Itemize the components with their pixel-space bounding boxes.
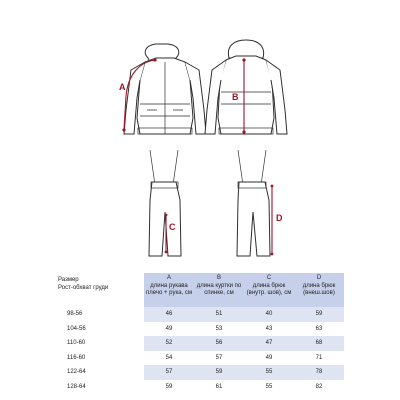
value-cell-b: 57	[194, 351, 244, 366]
measure-line-d	[271, 185, 274, 256]
value-cell-c: 55	[244, 365, 294, 380]
column-header-a	[144, 273, 194, 307]
column-letter: B	[216, 275, 221, 281]
marker-b-label: B	[232, 92, 239, 102]
value-cell-a: 46	[144, 307, 194, 322]
value-cell-d: 71	[294, 351, 344, 366]
value-cell-c: 43	[244, 322, 294, 337]
column-label-line: (внутр. шов), см	[246, 290, 292, 296]
size-column-header	[55, 273, 144, 307]
column-label-line: плечо + рука, см	[145, 290, 192, 296]
size-cell: 98-56	[67, 311, 83, 318]
value-cell-d: 78	[294, 365, 344, 380]
column-label-line: длина брюк	[302, 282, 336, 289]
marker-c-label: C	[169, 222, 176, 232]
pants-back-drawing	[237, 150, 270, 256]
value-cell-b: 61	[194, 380, 244, 395]
value-cell-a: 54	[144, 351, 194, 366]
marker-a-label: A	[119, 82, 126, 92]
size-header-line-2: Рост-обхват груди	[58, 284, 109, 291]
table-row	[55, 380, 344, 395]
column-header-c	[244, 273, 294, 307]
jacket-front-drawing	[124, 44, 206, 134]
column-header-b	[194, 273, 244, 307]
value-cell-b: 59	[194, 365, 244, 380]
value-cell-d: 68	[294, 336, 344, 351]
size-cell: 110-60	[67, 340, 86, 347]
column-label-line: длина брюк	[252, 282, 286, 289]
table-row	[55, 365, 344, 380]
jacket-back-drawing	[205, 40, 287, 134]
size-cell: 128-64	[67, 383, 86, 390]
value-cell-b: 53	[194, 322, 244, 337]
value-cell-d: 82	[294, 380, 344, 395]
column-letter: C	[266, 275, 272, 281]
column-header-d	[294, 273, 344, 307]
value-cell-c: 47	[244, 336, 294, 351]
table-row	[55, 351, 344, 366]
size-table-header-row	[55, 273, 344, 307]
marker-d-label: D	[276, 213, 283, 223]
value-cell-a: 57	[144, 365, 194, 380]
value-cell-b: 51	[194, 307, 244, 322]
value-cell-a: 52	[144, 336, 194, 351]
size-header-line-1: Размер	[58, 277, 79, 283]
column-letter: D	[316, 275, 322, 281]
size-cell: 122-64	[67, 369, 86, 376]
table-row	[55, 322, 344, 337]
value-cell-c: 49	[244, 351, 294, 366]
table-row	[55, 307, 344, 322]
value-cell-d: 63	[294, 322, 344, 337]
table-row	[55, 336, 344, 351]
value-cell-c: 40	[244, 307, 294, 322]
column-label-line: длина рукава	[150, 282, 188, 289]
value-cell-d: 59	[294, 307, 344, 322]
size-cell: 104-56	[67, 325, 86, 332]
column-label-line: спинке, см	[204, 290, 234, 296]
value-cell-b: 56	[194, 336, 244, 351]
column-letter: A	[166, 275, 171, 281]
value-cell-a: 49	[144, 322, 194, 337]
size-cell: 116-60	[67, 354, 86, 361]
column-label-line: длина куртки по	[196, 282, 242, 289]
size-table	[55, 273, 344, 394]
pants-front-drawing	[149, 150, 181, 256]
value-cell-a: 59	[144, 380, 194, 395]
value-cell-c: 55	[244, 380, 294, 395]
column-label-line: (внеш.шов)	[303, 290, 335, 296]
